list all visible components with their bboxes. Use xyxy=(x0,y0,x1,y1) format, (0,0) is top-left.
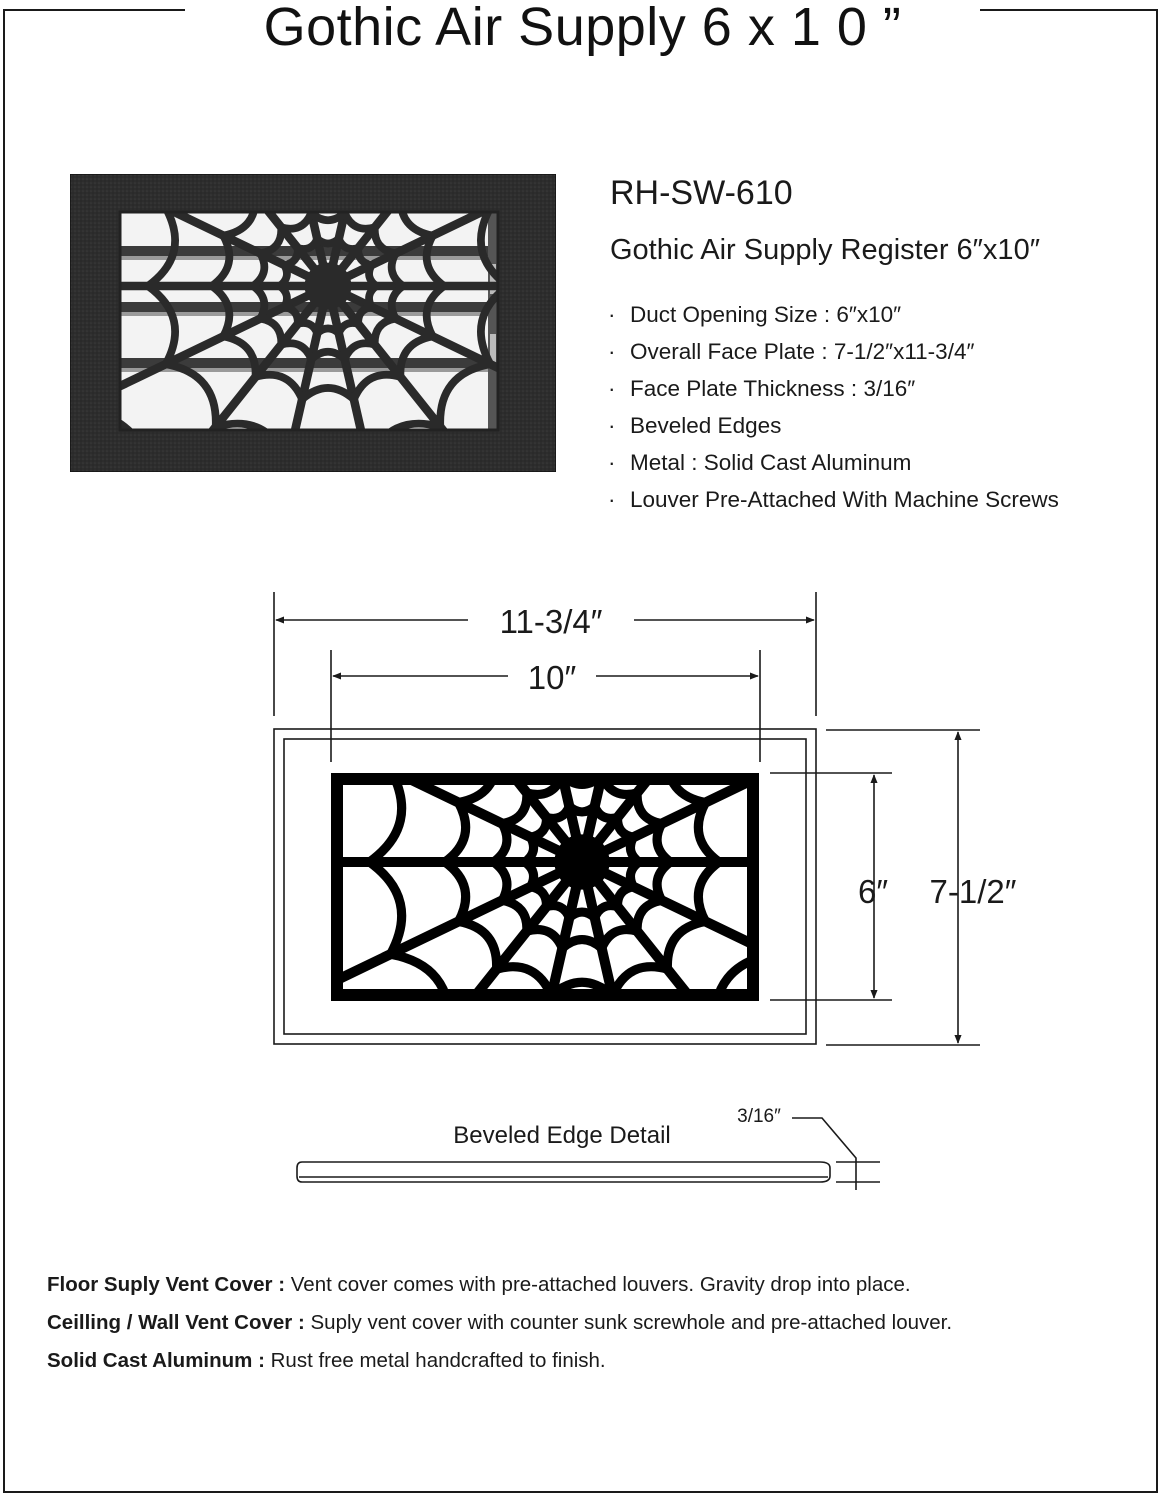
spec-item xyxy=(608,407,1059,444)
spec-text: Face Plate Thickness : 3/16″ xyxy=(630,376,916,401)
spec-text: Duct Opening Size : 6″x10″ xyxy=(630,302,902,327)
page-title: Gothic Air Supply 6 x 1 0 ” xyxy=(185,0,980,60)
dimension-opening-width: 10″ xyxy=(527,659,577,696)
product-name: Gothic Air Supply Register 6″x10″ xyxy=(610,234,1040,266)
spec-item xyxy=(608,296,1059,333)
note-text: Rust free metal handcrafted to finish. xyxy=(264,1349,606,1372)
spec-text: Metal : Solid Cast Aluminum xyxy=(630,450,912,475)
dimension-overall-height: 7-1/2″ xyxy=(929,873,1017,910)
bevel-leader-line xyxy=(792,1118,856,1190)
spec-text: Louver Pre-Attached With Machine Screws xyxy=(630,487,1059,512)
note-label: Floor Suply Vent Cover : xyxy=(47,1273,286,1296)
spec-list xyxy=(608,296,1059,518)
spec-item xyxy=(608,444,1059,481)
bevel-label: Beveled Edge Detail xyxy=(453,1122,671,1149)
dimension-opening-height: 6″ xyxy=(857,873,889,910)
bullet-icon: · xyxy=(608,487,616,512)
bevel-thickness: 3/16″ xyxy=(737,1106,781,1127)
bullet-icon: · xyxy=(608,339,616,364)
note-ceiling-wall xyxy=(47,1304,952,1342)
product-sku: RH-SW-610 xyxy=(610,174,793,212)
spec-item xyxy=(608,481,1059,518)
dimension-drawing xyxy=(0,580,1165,1200)
spec-item xyxy=(608,333,1059,370)
note-floor xyxy=(47,1266,952,1304)
bullet-icon: · xyxy=(608,450,616,475)
bullet-icon: · xyxy=(608,376,616,401)
note-label: Ceilling / Wall Vent Cover : xyxy=(47,1311,305,1334)
notes-section xyxy=(47,1266,952,1380)
spec-text: Beveled Edges xyxy=(630,413,782,438)
note-text: Suply vent cover with counter sunk screwhole and pre-attached louver. xyxy=(304,1311,953,1334)
note-material xyxy=(47,1342,952,1380)
note-label: Solid Cast Aluminum : xyxy=(47,1349,265,1372)
dimension-overall-width: 11-3/4″ xyxy=(499,603,603,640)
vent-cover-photo xyxy=(70,174,556,472)
bullet-icon: · xyxy=(608,413,616,438)
bullet-icon: · xyxy=(608,302,616,327)
spec-item xyxy=(608,370,1059,407)
note-text: Vent cover comes with pre-attached louvers. Gravity drop into place. xyxy=(285,1273,911,1296)
spec-text: Overall Face Plate : 7-1/2″x11-3/4″ xyxy=(630,339,975,364)
